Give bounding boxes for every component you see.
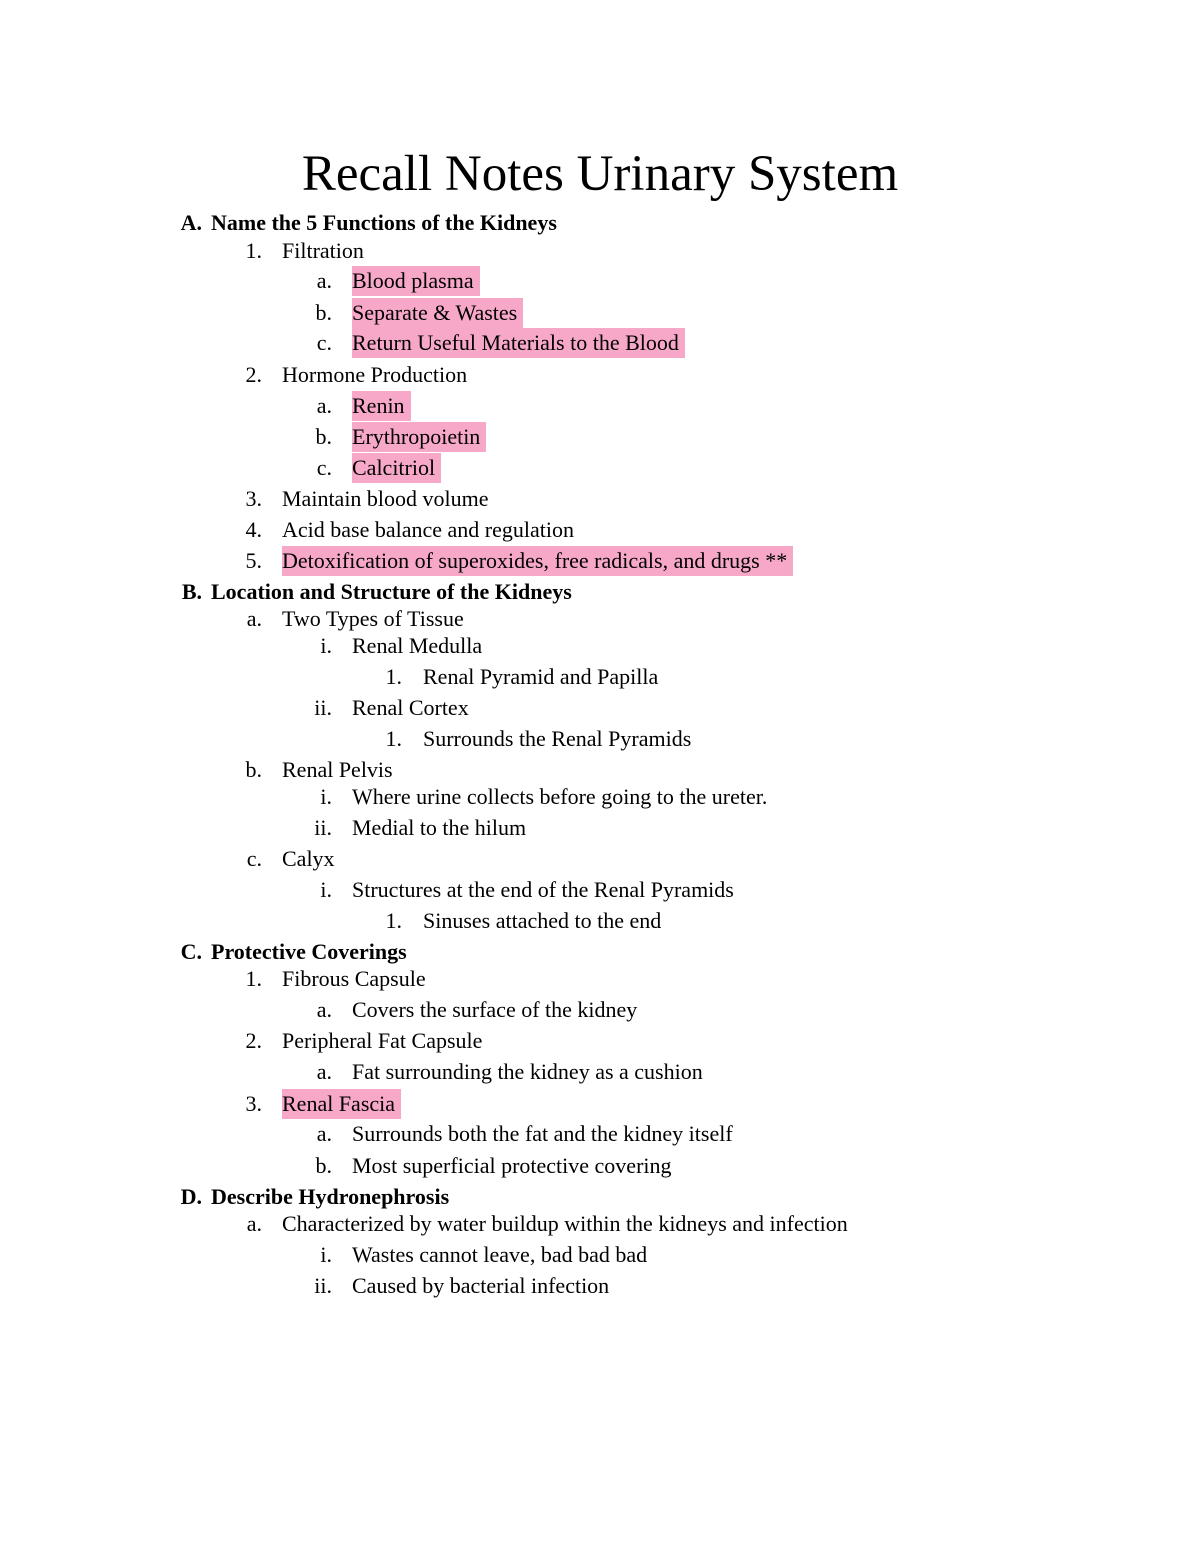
list-text: Hormone Production bbox=[282, 362, 468, 387]
list-item bbox=[0, 236, 1200, 266]
list-text: Where urine collects before going to the ureter. bbox=[352, 784, 768, 809]
list-item bbox=[0, 360, 1200, 390]
list-marker: i. bbox=[320, 877, 332, 902]
highlighted-text: Calcitriol bbox=[352, 453, 441, 483]
list-marker: i. bbox=[320, 1242, 332, 1267]
list-text: Acid base balance and regulation bbox=[282, 517, 574, 542]
list-item bbox=[0, 813, 1200, 843]
list-item bbox=[0, 782, 1200, 812]
list-text: Calyx bbox=[282, 846, 335, 871]
list-item bbox=[0, 724, 1200, 754]
list-marker: b. bbox=[315, 300, 332, 325]
highlighted-text: Erythropoietin bbox=[352, 422, 486, 452]
highlighted-text: Detoxification of superoxides, free radicals, and drugs ** bbox=[282, 546, 793, 576]
list-marker: 2. bbox=[245, 1028, 262, 1053]
list-text: Sinuses attached to the end bbox=[423, 908, 662, 933]
list-text: Maintain blood volume bbox=[282, 486, 489, 511]
list-item bbox=[0, 693, 1200, 723]
list-text: Filtration bbox=[282, 238, 364, 263]
list-marker: a. bbox=[316, 268, 332, 293]
list-item bbox=[0, 1240, 1200, 1270]
list-marker: b. bbox=[245, 757, 262, 782]
list-item bbox=[0, 1209, 1200, 1239]
list-text: Covers the surface of the kidney bbox=[352, 997, 638, 1022]
list-text: Renal Cortex bbox=[352, 695, 469, 720]
list-marker: ii. bbox=[314, 815, 332, 840]
list-text: Describe Hydronephrosis bbox=[211, 1184, 450, 1209]
list-marker: 1. bbox=[245, 966, 262, 991]
list-marker: c. bbox=[316, 330, 332, 355]
list-text: Fat surrounding the kidney as a cushion bbox=[352, 1059, 703, 1084]
page-title: Recall Notes Urinary System bbox=[301, 146, 899, 202]
list-item bbox=[0, 604, 1200, 634]
section-heading bbox=[0, 208, 1200, 238]
list-text: Name the 5 Functions of the Kidneys bbox=[211, 210, 557, 235]
list-marker: b. bbox=[315, 1153, 332, 1178]
list-marker: i. bbox=[320, 784, 332, 809]
list-marker: 3. bbox=[245, 1091, 262, 1116]
list-item bbox=[0, 1271, 1200, 1301]
highlighted-text: Renin bbox=[352, 391, 411, 421]
list-marker: c. bbox=[316, 455, 332, 480]
list-marker: 5. bbox=[245, 548, 262, 573]
list-item bbox=[0, 844, 1200, 874]
section-heading bbox=[0, 577, 1200, 607]
list-item bbox=[0, 995, 1200, 1025]
list-marker: b. bbox=[315, 424, 332, 449]
list-marker: a. bbox=[246, 1211, 262, 1236]
list-item bbox=[0, 1026, 1200, 1056]
list-item bbox=[0, 1057, 1200, 1087]
list-item bbox=[0, 546, 1200, 576]
list-item bbox=[0, 484, 1200, 514]
list-marker: i. bbox=[320, 633, 332, 658]
list-text: Surrounds the Renal Pyramids bbox=[423, 726, 692, 751]
list-text: Peripheral Fat Capsule bbox=[282, 1028, 483, 1053]
list-marker: 1. bbox=[385, 664, 402, 689]
list-marker: C. bbox=[180, 939, 202, 964]
list-item bbox=[0, 391, 1200, 421]
list-marker: ii. bbox=[314, 695, 332, 720]
section-heading bbox=[0, 937, 1200, 967]
list-text: Renal Pelvis bbox=[282, 757, 393, 782]
list-marker: a. bbox=[316, 1121, 332, 1146]
list-item bbox=[0, 422, 1200, 452]
list-text: Location and Structure of the Kidneys bbox=[211, 579, 572, 604]
list-marker: ii. bbox=[314, 1273, 332, 1298]
list-text: Protective Coverings bbox=[211, 939, 407, 964]
list-item bbox=[0, 755, 1200, 785]
highlighted-text: Renal Fascia bbox=[282, 1089, 401, 1119]
list-marker: A. bbox=[180, 210, 202, 235]
list-marker: D. bbox=[180, 1184, 202, 1209]
list-item bbox=[0, 1089, 1200, 1119]
list-text: Most superficial protective covering bbox=[352, 1153, 672, 1178]
list-item bbox=[0, 266, 1200, 296]
list-text: Renal Medulla bbox=[352, 633, 483, 658]
list-item bbox=[0, 662, 1200, 692]
list-text: Two Types of Tissue bbox=[282, 606, 464, 631]
list-item bbox=[0, 1119, 1200, 1149]
list-text: Caused by bacterial infection bbox=[352, 1273, 610, 1298]
highlighted-text: Blood plasma bbox=[352, 266, 480, 296]
list-text: Wastes cannot leave, bad bad bad bbox=[352, 1242, 648, 1267]
list-marker: 1. bbox=[385, 726, 402, 751]
highlighted-text: Return Useful Materials to the Blood bbox=[352, 328, 685, 358]
list-text: Surrounds both the fat and the kidney itself bbox=[352, 1121, 733, 1146]
list-marker: 4. bbox=[245, 517, 262, 542]
section-heading bbox=[0, 1182, 1200, 1212]
list-text: Renal Pyramid and Papilla bbox=[423, 664, 659, 689]
list-item bbox=[0, 631, 1200, 661]
list-item bbox=[0, 515, 1200, 545]
list-item bbox=[0, 875, 1200, 905]
list-item bbox=[0, 1151, 1200, 1181]
list-item bbox=[0, 453, 1200, 483]
list-text: Characterized by water buildup within the kidneys and infection bbox=[282, 1211, 848, 1236]
list-marker: B. bbox=[181, 579, 202, 604]
list-item bbox=[0, 328, 1200, 358]
list-marker: a. bbox=[316, 997, 332, 1022]
list-marker: a. bbox=[316, 393, 332, 418]
list-marker: 3. bbox=[245, 486, 262, 511]
highlighted-text: Separate & Wastes bbox=[352, 298, 523, 328]
list-text: Structures at the end of the Renal Pyramids bbox=[352, 877, 734, 902]
list-text: Fibrous Capsule bbox=[282, 966, 426, 991]
list-marker: a. bbox=[246, 606, 262, 631]
list-marker: c. bbox=[246, 846, 262, 871]
list-marker: a. bbox=[316, 1059, 332, 1084]
list-marker: 1. bbox=[385, 908, 402, 933]
list-item bbox=[0, 906, 1200, 936]
list-marker: 1. bbox=[245, 238, 262, 263]
list-item bbox=[0, 298, 1200, 328]
list-item bbox=[0, 964, 1200, 994]
list-marker: 2. bbox=[245, 362, 262, 387]
list-text: Medial to the hilum bbox=[352, 815, 527, 840]
